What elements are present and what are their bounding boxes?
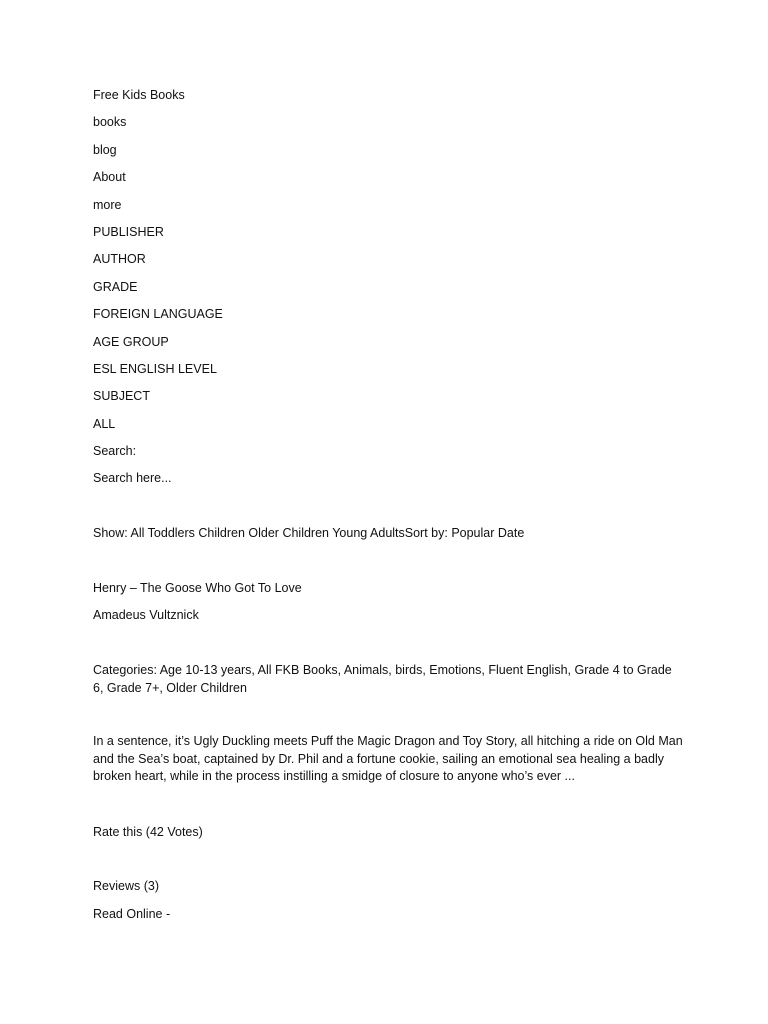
spacer — [93, 715, 683, 733]
show-sort-bar[interactable]: Show: All Toddlers Children Older Children Young AdultsSort by: Popular Date — [93, 526, 525, 541]
search-input[interactable]: Search here... — [93, 471, 172, 486]
site-title[interactable]: Free Kids Books — [93, 88, 185, 102]
nav-item-books[interactable]: books — [93, 115, 127, 130]
search-label: Search: — [93, 444, 137, 459]
filter-esl-english-level[interactable]: ESL ENGLISH LEVEL — [93, 361, 217, 376]
spacer — [93, 635, 683, 662]
spacer — [93, 786, 683, 806]
book-rating[interactable]: Rate this (42 Votes) — [93, 824, 203, 839]
filter-grade[interactable]: GRADE — [93, 279, 138, 294]
filter-all[interactable]: ALL — [93, 416, 116, 431]
spacer — [93, 697, 683, 715]
read-online-link[interactable]: Read Online - — [93, 906, 171, 921]
spacer — [93, 553, 683, 580]
book-author[interactable]: Amadeus Vultznick — [93, 608, 199, 623]
book-title[interactable]: Henry – The Goose Who Got To Love — [93, 581, 302, 596]
book-reviews-link[interactable]: Reviews (3) — [93, 879, 159, 894]
nav-item-blog[interactable]: blog — [93, 142, 117, 157]
nav-item-more[interactable]: more — [93, 197, 122, 212]
spacer — [93, 851, 683, 878]
document-page — [93, 87, 683, 933]
nav-item-about[interactable]: About — [93, 170, 126, 185]
spacer — [93, 498, 683, 525]
spacer — [93, 806, 683, 824]
filter-foreign-language[interactable]: FOREIGN LANGUAGE — [93, 307, 223, 322]
filter-author[interactable]: AUTHOR — [93, 252, 146, 267]
book-categories: Categories: Age 10-13 years, All FKB Books, Animals, birds, Emotions, Fluent English, Grade 4 to Grade 6, Grade 7+, Older Children — [93, 663, 672, 695]
book-description: In a sentence, it’s Ugly Duckling meets Puff the Magic Dragon and Toy Story, all hitching a ride on Old Man and the Sea’s boat, captained by Dr. Phil and a fortune cookie, sailing an emotional sea healing a badly broken heart, while in the process instilling a smidge of closure to anyone who’s ever ... — [93, 734, 683, 784]
filter-publisher[interactable]: PUBLISHER — [93, 224, 164, 239]
filter-age-group[interactable]: AGE GROUP — [93, 334, 169, 349]
filter-subject[interactable]: SUBJECT — [93, 389, 150, 404]
